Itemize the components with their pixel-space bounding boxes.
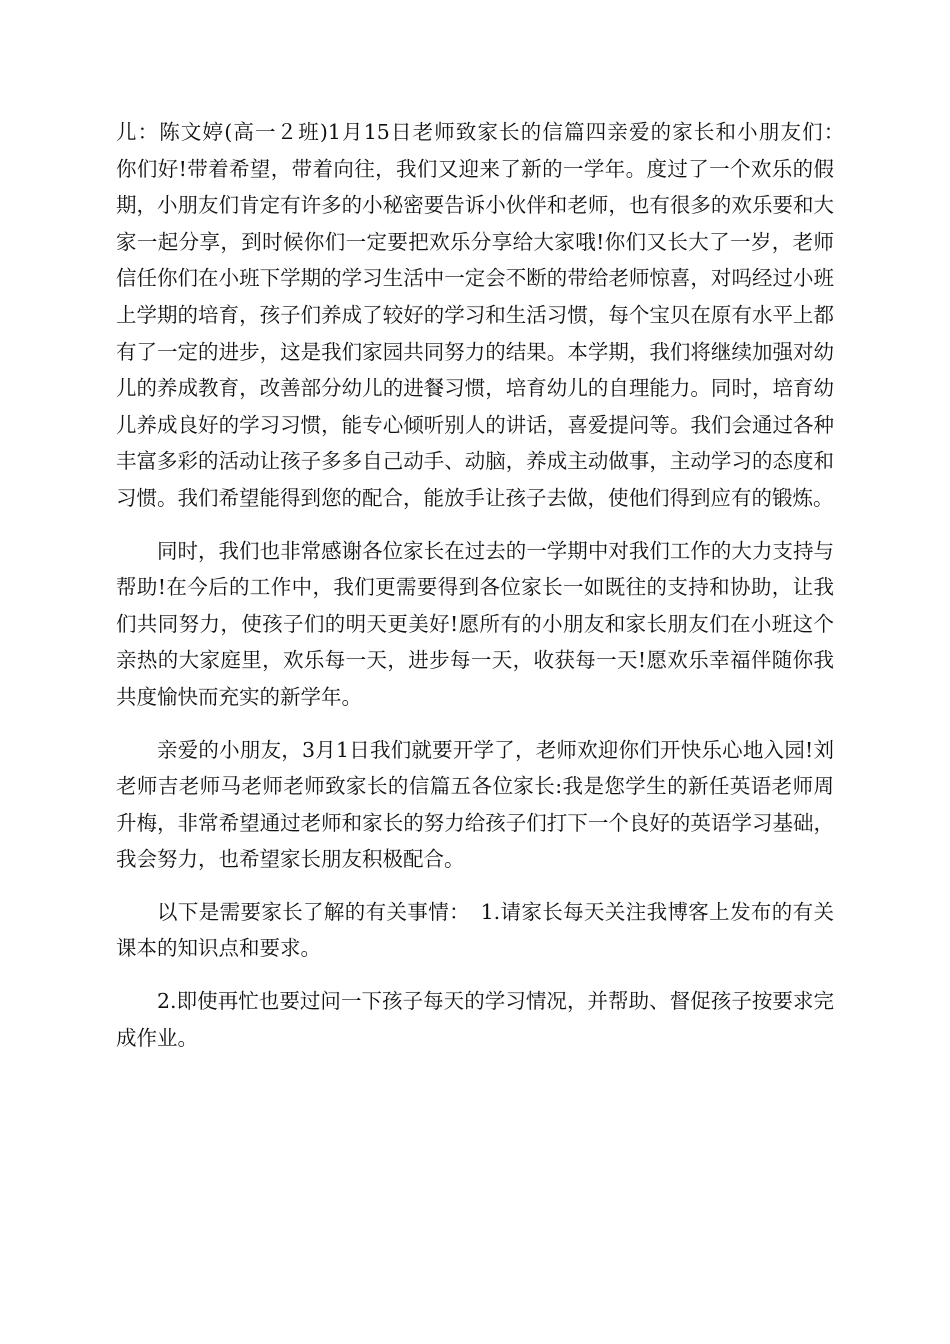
paragraph-5: 2.即使再忙也要过问一下孩子每天的学习情况，并帮助、督促孩子按要求完成作业。 (116, 989, 834, 1050)
paragraph-3: 亲爱的小朋友，3月1日我们就要开学了，老师欢迎你们开快乐心地入园!刘老师吉老师马老师老师致家长的信篇五各位家长:我是您学生的新任英语老师周升梅，非常希望通过老师和家长的努力给孩子们打下一个良好的英语学习基础，我会努力，也希望家长朋友积极配合。 (116, 737, 834, 872)
paragraph-1: 儿：陈文婷(高一２班)1月15日老师致家长的信篇四亲爱的家长和小朋友们： 你们好!带着希望，带着向往，我们又迎来了新的一学年。度过了一个欢乐的假期，小朋友们肯定有许多的小秘密要告诉小伙伴和老师，也有很多的欢乐要和大家一起分享，到时候你们一定要把欢乐分享给大家哦!你们又长大了一岁，老师信任你们在小班下学期的学习生活中一定会不断的带给老师惊喜，对吗经过小班上学期的培育，孩子们养成了较好的学习和生活习惯，每个宝贝在原有水平上都有了一定的进步，这是我们家园共同努力的结果。本学期，我们将继续加强对幼儿的养成教育，改善部分幼儿的进餐习惯，培育幼儿的自理能力。同时，培育幼儿养成良好的学习习惯，能专心倾听别人的讲话，喜爱提问等。我们会通过各种丰富多彩的活动让孩子多多自己动手、动脑，养成主动做事，主动学习的态度和习惯。我们希望能得到您的配合，能放手让孩子去做，使他们得到应有的锻炼。 (116, 120, 875, 510)
document-page (116, 114, 875, 1072)
paragraph-2: 同时，我们也非常感谢各位家长在过去的一学期中对我们工作的大力支持与帮助!在今后的工作中，我们更需要得到各位家长一如既往的支持和协助，让我们共同努力，使孩子们的明天更美好!愿所有的小朋友和家长朋友们在小班这个亲热的大家庭里，欢乐每一天，进步每一天，收获每一天!愿欢乐幸福伴随你我共度愉快而充实的新学年。 (116, 538, 834, 709)
paragraph-4: 以下是需要家长了解的有关事情： 1.请家长每天关注我博客上发布的有关课本的知识点和要求。 (116, 899, 834, 961)
